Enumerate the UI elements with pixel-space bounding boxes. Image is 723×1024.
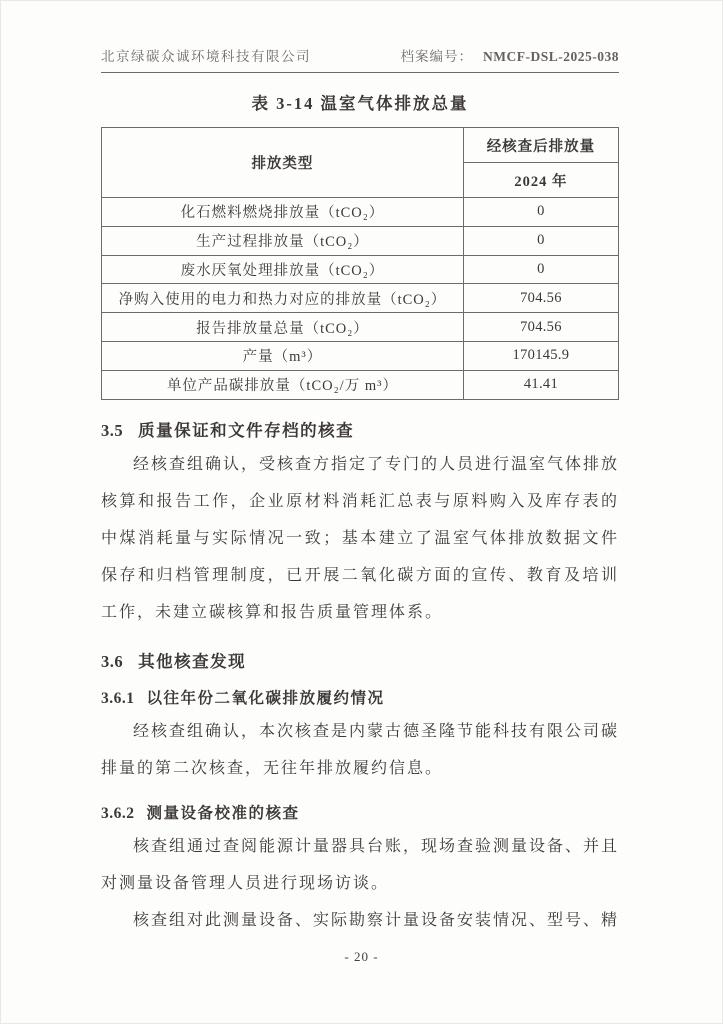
table-row xyxy=(102,255,619,284)
section-number: 3.6 xyxy=(101,651,124,671)
row-label: 生产过程排放量（tCO₂） xyxy=(102,226,464,255)
archive-number-label: 档案编号： xyxy=(400,49,473,64)
row-value: 41.41 xyxy=(463,370,618,399)
section-title: 质量保证和文件存档的核查 xyxy=(138,420,355,440)
row-value: 0 xyxy=(463,226,618,255)
table-row xyxy=(102,226,619,255)
row-label: 报告排放量总量（tCO₂） xyxy=(102,313,464,342)
table-row xyxy=(102,198,619,227)
row-value: 170145.9 xyxy=(463,341,618,370)
table-header-row xyxy=(102,128,619,163)
section-title: 以往年份二氧化碳排放履约情况 xyxy=(146,689,385,707)
table-caption: 表 3-14 温室气体排放总量 xyxy=(251,94,469,113)
section-3-6-2-paragraph-1: 核查组通过查阅能源计量器具台账，现场查验测量设备、并且对测量设备管理人员进行现场访谈。 xyxy=(101,837,620,892)
section-number: 3.6.2 xyxy=(101,804,135,822)
col-header-verified-emissions: 经核查后排放量 xyxy=(463,128,618,163)
page-number: - 20 - xyxy=(344,949,379,964)
row-value: 0 xyxy=(463,255,618,284)
section-title: 其他核查发现 xyxy=(138,651,247,671)
section-3-6-1-paragraph: 经核查组确认，本次核查是内蒙古德圣隆节能科技有限公司碳排量的第二次核查，无往年排放履约信息。 xyxy=(101,722,620,777)
section-heading-3-6-1 xyxy=(101,686,619,708)
row-value: 0 xyxy=(463,198,618,227)
section-3-5-paragraph: 经核查组确认，受核查方指定了专门的人员进行温室气体排放核算和报告工作，企业原材料消耗汇总表与原料购入及库存表的中煤消耗量与实际情况一致；基本建立了温室气体排放数据文件保存和归档管理制度，已开展二氧化碳方面的宣传、教育及培训工作，未建立碳核算和报告质量管理体系。 xyxy=(101,455,620,621)
table-row xyxy=(102,313,619,342)
section-3-6-2-paragraph-2: 核查组对此测量设备、实际勘察计量设备安装情况、型号、精 xyxy=(133,911,620,929)
row-label: 化石燃料燃烧排放量（tCO₂） xyxy=(102,198,464,227)
row-value: 704.56 xyxy=(463,284,618,313)
emissions-table xyxy=(101,127,619,400)
section-number: 3.5 xyxy=(101,420,124,440)
row-label: 产量（m³） xyxy=(102,341,464,370)
table-row xyxy=(102,284,619,313)
table-row xyxy=(102,370,619,399)
col-header-year: 2024 年 xyxy=(463,163,618,198)
section-heading-3-5 xyxy=(101,417,619,441)
row-value: 704.56 xyxy=(463,313,618,342)
header-company-name: 北京绿碳众诚环境科技有限公司 xyxy=(101,49,311,64)
row-label: 单位产品碳排放量（tCO₂/万 m³） xyxy=(102,370,464,399)
header-archive-number xyxy=(401,45,620,65)
section-number: 3.6.1 xyxy=(101,689,135,707)
archive-number-value: NMCF-DSL-2025-038 xyxy=(483,49,619,64)
section-heading-3-6 xyxy=(101,648,619,672)
section-heading-3-6-2 xyxy=(101,801,619,823)
row-label: 净购入使用的电力和热力对应的排放量（tCO₂） xyxy=(102,284,464,313)
running-header xyxy=(101,45,619,73)
col-header-emission-type: 排放类型 xyxy=(102,128,464,198)
table-row xyxy=(102,341,619,370)
row-label: 废水厌氧处理排放量（tCO₂） xyxy=(102,255,464,284)
section-title: 测量设备校准的核查 xyxy=(146,804,300,822)
